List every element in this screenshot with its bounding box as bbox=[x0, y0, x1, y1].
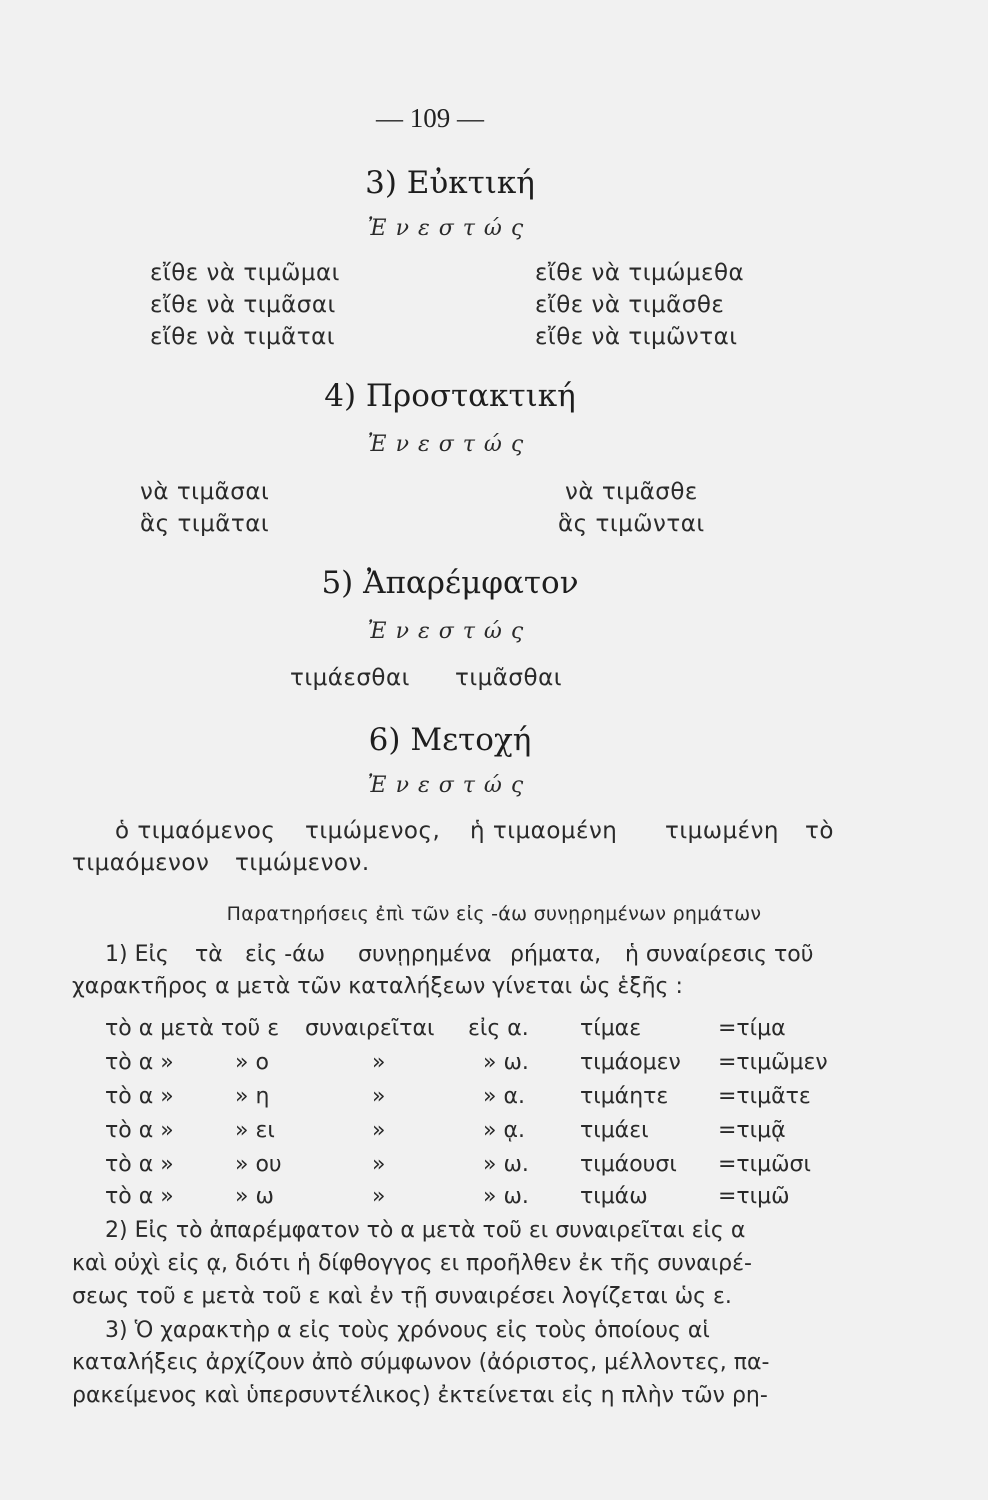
infinitive-form: τιμάεσθαι bbox=[290, 665, 410, 691]
paragraph-1-text: χαρακτῆρος α μετὰ τῶν καταλήξεων γίνεται ὡς ἑξῆς : bbox=[72, 974, 683, 999]
table-cell: » ω bbox=[235, 1184, 274, 1209]
table-cell: τιμάητε bbox=[580, 1084, 669, 1109]
participle-form: τὸ bbox=[805, 818, 834, 844]
table-cell: =τιμᾶτε bbox=[718, 1084, 811, 1109]
participle-form: ἡ τιμαομένη bbox=[470, 818, 618, 844]
optative-form: εἴθε νὰ τιμᾶται bbox=[150, 324, 336, 350]
paragraph-1-text: συνῃρημένα bbox=[358, 942, 492, 967]
table-cell: » η bbox=[235, 1084, 270, 1109]
optative-form: εἴθε νὰ τιμῶνται bbox=[535, 324, 738, 350]
table-cell: » bbox=[372, 1184, 386, 1209]
paragraph-3-line: ρακείμενος καὶ ὑπερσυντέλικος) ἐκτείνεται εἰς η πλὴν τῶν ρη- bbox=[72, 1383, 768, 1408]
participle-form: τιμώμενον. bbox=[235, 850, 370, 876]
paragraph-1-text: ρήματα, bbox=[510, 942, 602, 967]
table-cell: » ᾳ. bbox=[483, 1118, 525, 1143]
table-cell: » ο bbox=[235, 1050, 269, 1075]
paragraph-3-line: 3) Ὁ χαρακτὴρ α εἰς τοὺς χρόνους εἰς τοὺς ὁποίους αἱ bbox=[105, 1318, 710, 1343]
table-cell: τὸ α » bbox=[105, 1084, 174, 1109]
table-cell: τιμάομεν bbox=[580, 1050, 681, 1075]
paragraph-1-text: 1) Εἰς bbox=[105, 942, 169, 967]
table-cell: =τιμῶ bbox=[718, 1184, 790, 1209]
table-cell: συναιρεῖται bbox=[305, 1016, 435, 1041]
table-cell: =τιμῶμεν bbox=[718, 1050, 828, 1075]
table-cell: » ου bbox=[235, 1152, 282, 1177]
table-cell: » bbox=[372, 1152, 386, 1177]
table-cell: τιμάει bbox=[580, 1118, 649, 1143]
paragraph-1-text: εἰς -άω bbox=[245, 942, 326, 967]
imperative-form: ἃς τιμῶνται bbox=[558, 511, 705, 537]
imperative-form: νὰ τιμᾶσθε bbox=[565, 479, 698, 505]
table-cell: τιμάουσι bbox=[580, 1152, 677, 1177]
infinitive-form: τιμᾶσθαι bbox=[455, 665, 563, 691]
optative-form: εἴθε νὰ τιμώμεθα bbox=[535, 260, 745, 286]
section-5-subheading: Ἐνεστώς bbox=[367, 619, 533, 644]
table-cell: » α. bbox=[483, 1084, 525, 1109]
table-cell: » ω. bbox=[483, 1050, 529, 1075]
participle-form: τιμαόμενον bbox=[72, 850, 210, 876]
table-cell: τὸ α » bbox=[105, 1050, 174, 1075]
imperative-form: ἃς τιμᾶται bbox=[140, 511, 270, 537]
table-cell: τίμαε bbox=[580, 1016, 642, 1041]
table-cell: εἰς α. bbox=[468, 1016, 529, 1041]
table-cell: » ω. bbox=[483, 1184, 529, 1209]
paragraph-3-line: καταλήξεις ἀρχίζουν ἀπὸ σύμφωνον (ἀόριστος, μέλλοντες, πα- bbox=[72, 1350, 770, 1375]
optative-form: εἴθε νὰ τιμᾶσαι bbox=[150, 292, 336, 318]
table-cell: τὸ α » bbox=[105, 1184, 174, 1209]
paragraph-2-line: 2) Εἰς τὸ ἀπαρέμφατον τὸ α μετὰ τοῦ ει συναιρεῖται εἰς α bbox=[105, 1218, 746, 1243]
optative-form: εἴθε νὰ τιμῶμαι bbox=[150, 260, 340, 286]
section-5-heading: 5) Ἀπαρέμφατον bbox=[321, 565, 579, 601]
section-3-heading: 3) Εὐκτική bbox=[365, 165, 535, 201]
table-cell: τὸ α μετὰ τοῦ ε bbox=[105, 1016, 280, 1041]
section-4-heading: 4) Προστακτική bbox=[324, 378, 576, 414]
table-cell: =τιμᾷ bbox=[718, 1118, 786, 1143]
participle-form: ὁ τιμαόμενος bbox=[115, 818, 276, 844]
paragraph-1-text: ἡ συναίρεσις τοῦ bbox=[625, 942, 814, 967]
paragraph-1-text: τὰ bbox=[195, 942, 223, 967]
section-3-subheading: Ἐνεστώς bbox=[367, 216, 533, 241]
table-cell: τὸ α » bbox=[105, 1152, 174, 1177]
imperative-form: νὰ τιμᾶσαι bbox=[140, 479, 270, 505]
page-number: — 109 — bbox=[376, 103, 484, 133]
table-cell: » bbox=[372, 1084, 386, 1109]
table-cell: =τιμῶσι bbox=[718, 1152, 811, 1177]
table-cell: » ει bbox=[235, 1118, 275, 1143]
table-cell: =τίμα bbox=[718, 1016, 786, 1041]
participle-form: τιμώμενος, bbox=[305, 818, 441, 844]
section-6-heading: 6) Μετοχή bbox=[368, 722, 532, 758]
table-cell: » bbox=[372, 1050, 386, 1075]
paragraph-2-line: σεως τοῦ ε μετὰ τοῦ ε καὶ ἐν τῇ συναιρέσει λογίζεται ὡς ε. bbox=[72, 1284, 732, 1309]
table-cell: τὸ α » bbox=[105, 1118, 174, 1143]
paragraph-2-line: καὶ οὐχὶ εἰς ᾳ, διότι ἡ δίφθογγος ει προῆλθεν ἐκ τῆς συναιρέ- bbox=[72, 1251, 752, 1276]
optative-form: εἴθε νὰ τιμᾶσθε bbox=[535, 292, 725, 318]
participle-form: τιμωμένη bbox=[665, 818, 780, 844]
table-cell: τιμάω bbox=[580, 1184, 648, 1209]
observations-title: Παρατηρήσεις ἐπὶ τῶν εἰς -άω συνῃρημένων ρημάτων bbox=[226, 903, 762, 925]
table-cell: » ω. bbox=[483, 1152, 529, 1177]
table-cell: » bbox=[372, 1118, 386, 1143]
section-6-subheading: Ἐνεστώς bbox=[367, 773, 533, 798]
section-4-subheading: Ἐνεστώς bbox=[367, 432, 533, 457]
